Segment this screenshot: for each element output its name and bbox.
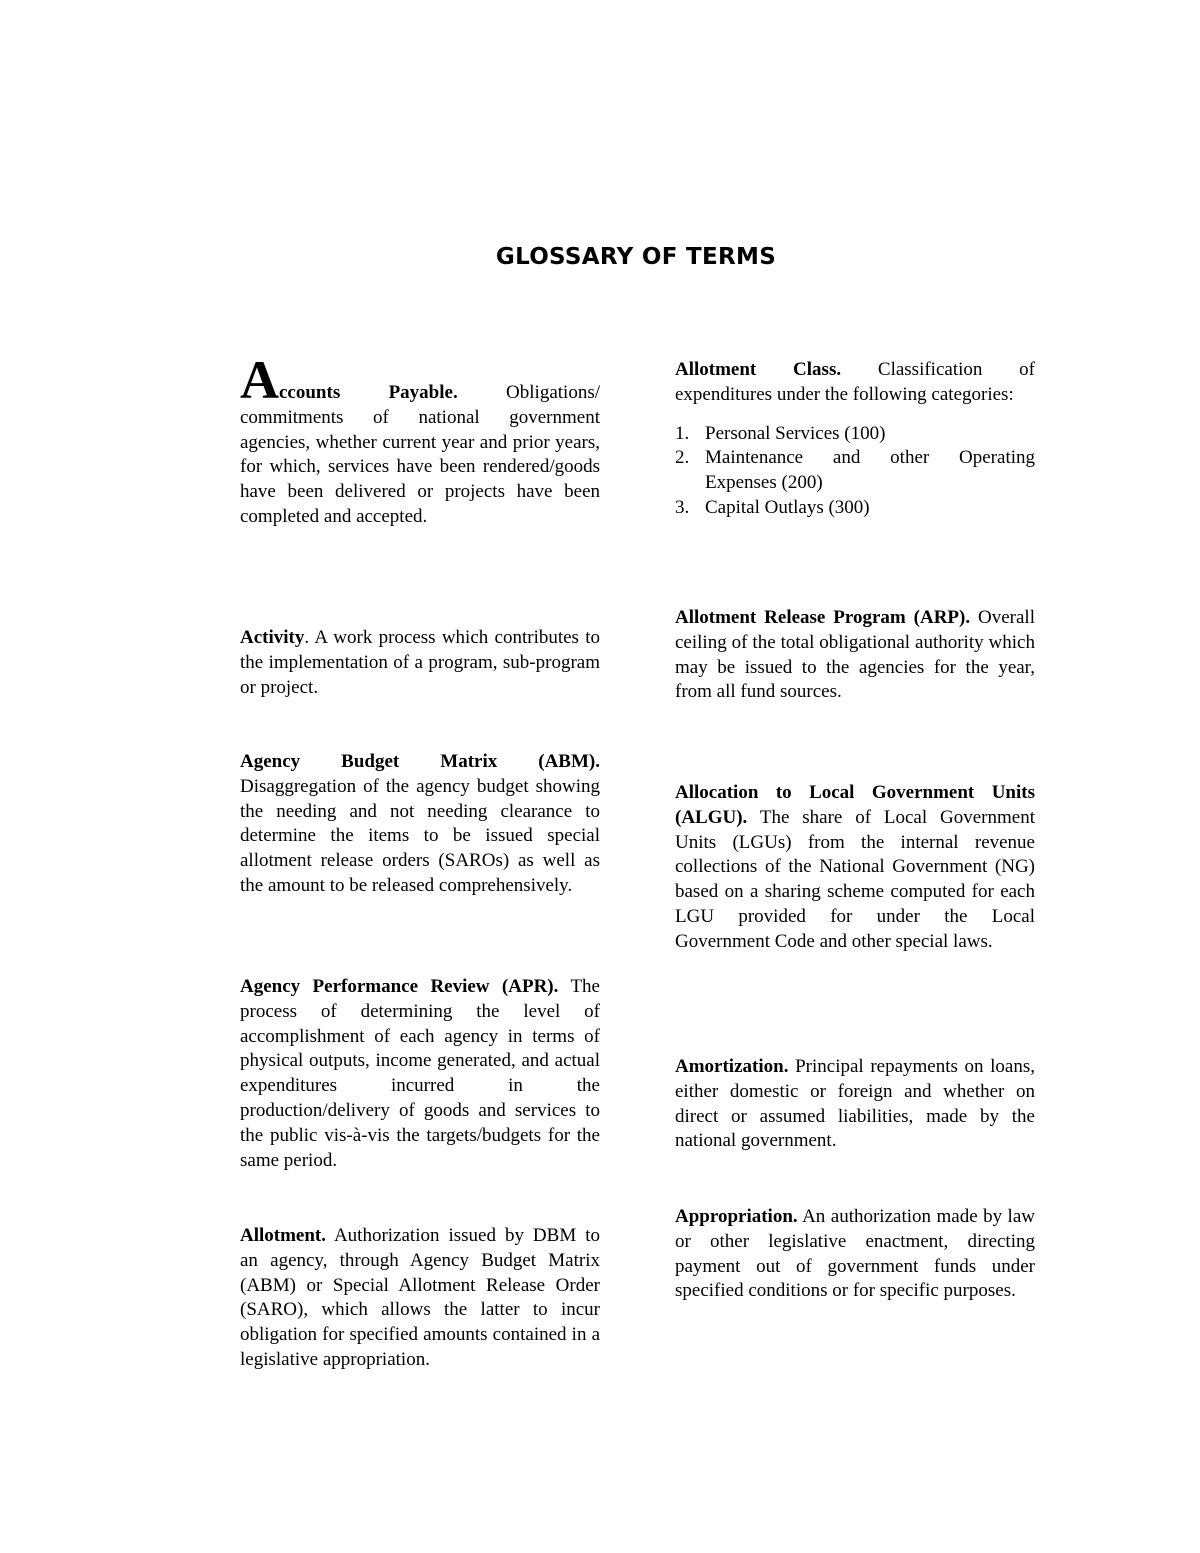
glossary-definition: . A work process which contributes to the implementation of a program, sub-program or project. (240, 627, 600, 698)
glossary-definition: Obligations/ commitments of national government agencies, whether current year and prior years, for which, services have been rendered/goods have been delivered or projects have been completed and accepted. (240, 382, 600, 527)
page-title: GLOSSARY OF TERMS (495, 244, 777, 270)
glossary-definition: The share of Local Government Units (LGUs) from the internal revenue collections of the National Government (NG) based on a sharing scheme computed for each LGU provided for under the Local Government Code and other special laws. (675, 806, 1035, 952)
list-item (675, 446, 1035, 496)
drop-cap: A (240, 350, 279, 410)
glossary-term: Agency Performance Review (APR). (240, 976, 559, 997)
glossary-definition: Disaggregation of the agency budget showing the needing and not needing clearance to determine the items to be issued special allotment release orders (SAROs) as well as the amount to be released comprehensively. (240, 775, 600, 896)
glossary-entry-allotment-class (675, 358, 1035, 521)
glossary-term: Allotment. (240, 1225, 327, 1246)
glossary-term: ccounts Payable. (279, 382, 458, 403)
glossary-definition: Classification of expenditures under the following categories: (675, 359, 1035, 405)
glossary-entry-text (675, 358, 1035, 408)
glossary-term: Allocation to Local Government Units (ALGU). (675, 782, 1035, 828)
glossary-entry-algu (675, 781, 1035, 955)
glossary-entry-amortization (675, 1055, 1035, 1154)
glossary-entry-agency-budget-matrix (240, 750, 600, 899)
list-item-text: Personal Services (100) (705, 422, 886, 444)
list-item-text: Maintenance and other Operating Expenses (200) (705, 447, 1035, 494)
glossary-term: Amortization. (675, 1056, 789, 1077)
list-item-number: 2. (675, 447, 690, 469)
allotment-class-list (675, 422, 1035, 521)
glossary-term: Agency Budget Matrix (ABM). (240, 751, 600, 772)
glossary-term: Allotment Class. (675, 359, 842, 380)
list-item (675, 496, 1035, 521)
glossary-term: Activity (240, 627, 305, 648)
glossary-definition: An authorization made by law or other legislative enactment, directing payment out of government funds under specified conditions or for specific purposes. (675, 1206, 1035, 1302)
list-item (675, 422, 1035, 447)
glossary-definition: Overall ceiling of the total obligational authority which may be issued to the agencies for the year, from all fund sources. (675, 607, 1035, 703)
glossary-entry-accounts-payable (240, 350, 600, 530)
glossary-entry-appropriation (675, 1205, 1035, 1304)
glossary-definition: The process of determining the level of accomplishment of each agency in terms of physical outputs, income generated, and actual expenditures incurred in the production/delivery of goods and services to the public vis-à-vis the targets/budgets for the same period. (240, 976, 600, 1171)
glossary-entry-allotment (240, 1224, 600, 1373)
glossary-entry-agency-performance-review (240, 975, 600, 1173)
list-item-number: 3. (675, 496, 690, 518)
glossary-term: Appropriation. (675, 1206, 798, 1227)
list-item-text: Capital Outlays (300) (705, 496, 870, 518)
glossary-term: Allotment Release Program (ARP). (675, 607, 971, 628)
glossary-definition: Principal repayments on loans, either domestic or foreign and whether on direct or assumed liabilities, made by the national government. (675, 1056, 1036, 1152)
glossary-definition: Authorization issued by DBM to an agency, through Agency Budget Matrix (ABM) or Special Allotment Release Order (SARO), which allows the latter to incur obligation for specified amounts contained in a legislative appropriation. (240, 1225, 600, 1370)
glossary-entry-allotment-release-program (675, 606, 1035, 705)
list-item-number: 1. (675, 422, 690, 444)
glossary-entry-activity (240, 626, 600, 700)
